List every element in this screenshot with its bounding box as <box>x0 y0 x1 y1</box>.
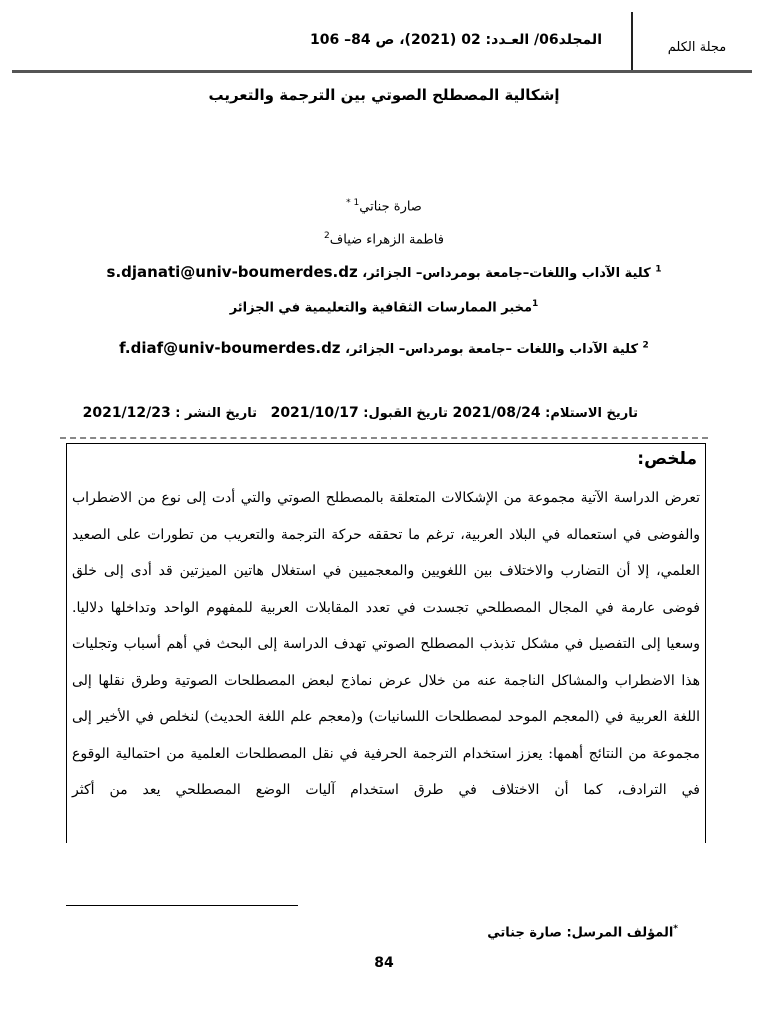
accepted-label: تاريخ القبول: <box>363 406 448 421</box>
footnote-text: المؤلف المرسل: صارة جناتي <box>487 925 674 941</box>
lab-mark: 1 <box>532 299 539 309</box>
page-header <box>12 12 752 72</box>
paper-title: إشكالية المصطلح الصوتي بين الترجمة والتعريب <box>208 86 560 104</box>
footnote <box>487 924 678 940</box>
author-2-mark: 2 <box>324 231 330 241</box>
accepted-date: 2021/10/17 <box>270 405 359 421</box>
dashed-separator <box>60 437 708 439</box>
author-2 <box>0 231 768 247</box>
received-label: تاريخ الاستلام: <box>545 406 638 421</box>
issue-info: المجلد06/ العـدد: 02 (2021)، ص 84– 106 <box>310 32 602 48</box>
lab-affiliation <box>0 299 768 315</box>
author-1-email-link[interactable]: s.djanati@univ-boumerdes.dz <box>106 263 358 281</box>
abstract-box <box>66 443 706 843</box>
affiliation-1-mark: 1 <box>655 264 662 275</box>
affiliation-2 <box>0 339 768 357</box>
footnote-rule <box>66 905 298 906</box>
author-1 <box>0 198 768 214</box>
author-1-name: صارة جناتي <box>359 199 422 215</box>
page-number: 84 <box>374 955 394 971</box>
affiliation-1-text: كلية الآداب واللغات–جامعة بومرداس– الجزائر، <box>362 266 651 281</box>
header-rule <box>12 70 752 73</box>
received-date: 2021/08/24 <box>452 405 541 421</box>
lab-text: مخبر الممارسات الثقافية والتعليمية في الجزائر <box>229 300 533 316</box>
affiliation-2-text: كلية الآداب واللغات –جامعة بومرداس– الجزائر، <box>345 342 639 357</box>
abstract-text: تعرض الدراسة الآتية مجموعة من الإشكالات المتعلقة بالمصطلح الصوتي والتي أدت إلى نوع من الاضطراب والفوضى في استعماله في البلاد العربية، ترغم ما تحققه حركة الترجمة والتعريب من تطورات على الصعيد العلمي، إلا أن التضارب والاختلاف بين اللغويين والمعجميين في استغلال هاتين الميزتين قد أدى إلى خلق فوضى عارمة في المجال المصطلحي تجسدت في تعدد المقابلات العربية للمفهوم الواحد وتداخلها دلاليا. وسعيا إلى التفصيل في مشكل تذبذب المصطلح الصوتي تهدف الدراسة إلى البحث في أهم أسباب وتجليات هذا الاضطراب والمشاكل الناجمة عنه من خلال عرض نماذج لبعض المصطلحات الصوتية وطرق نقلها إلى اللغة العربية في (المعجم الموحد لمصطلحات اللسانيات) و(معجم علم اللغة الحديث) لنخلص في الأخير إلى مجموعة من النتائج أهمها: يعزز استخدام الترجمة الحرفية في نقل المصطلحات العلمية من احتمالية الوقوع في الترادف، كما أن الاختلاف في طرق استخدام آليات الوضع المصطلحي يعد من أكثر <box>72 490 700 798</box>
header-divider <box>631 12 633 72</box>
published-date: 2021/12/23 <box>82 405 171 421</box>
author-1-marks: 1 * <box>346 198 360 208</box>
author-2-name: فاطمة الزهراء ضياف <box>329 232 444 248</box>
publication-dates <box>83 405 638 421</box>
affiliation-1 <box>0 263 768 281</box>
published-label: تاريخ النشر : <box>175 406 257 421</box>
journal-name: مجلة الكلم <box>667 40 727 55</box>
affiliation-2-mark: 2 <box>642 340 649 351</box>
author-2-email-link[interactable]: f.diaf@univ-boumerdes.dz <box>119 339 341 357</box>
footnote-mark: * <box>673 924 678 934</box>
abstract-title: ملخص: <box>637 449 697 469</box>
